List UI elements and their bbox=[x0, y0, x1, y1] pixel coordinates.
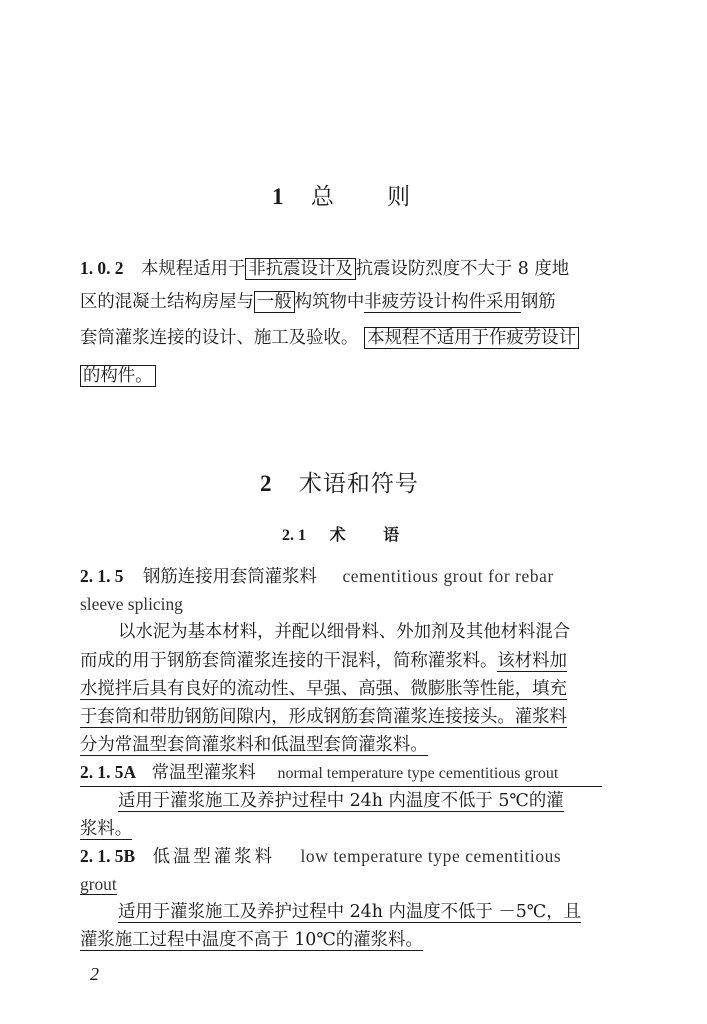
term-215-def-3 bbox=[80, 677, 567, 701]
section-number: 2. 1 bbox=[282, 527, 306, 544]
term-english: low temperature type cementitious bbox=[300, 846, 562, 866]
underlined-text: 该材料加 bbox=[497, 651, 567, 671]
term-215B-def-2 bbox=[80, 928, 423, 952]
term-215-line-2 bbox=[80, 592, 183, 616]
term-215-def-1 bbox=[118, 620, 570, 644]
clause-text: 构筑物中 bbox=[294, 292, 365, 312]
term-215-def-4 bbox=[80, 705, 567, 729]
clause-102-line-1 bbox=[80, 256, 569, 281]
chapter-2-heading bbox=[260, 465, 419, 498]
definition-text: 以水泥为基本材料，并配以细骨料、外加剂及其他材料混合 bbox=[118, 622, 571, 642]
clause-text: 钢筋 bbox=[520, 292, 556, 312]
clause-102-line-2 bbox=[80, 290, 556, 314]
term-chinese: 钢筋连接用套筒灌浆料 bbox=[143, 567, 317, 587]
underlined-text: 适用于灌浆施工及养护过程中 24h 内温度不低于 －5℃，且 bbox=[118, 902, 582, 922]
term-215-def-2 bbox=[80, 649, 567, 673]
term-215A-def-2 bbox=[80, 817, 132, 841]
underlined-term-heading bbox=[80, 760, 602, 787]
chapter-1-heading bbox=[272, 178, 411, 211]
term-number: 2. 1. 5 bbox=[80, 566, 124, 586]
term-english: sleeve splicing bbox=[80, 594, 183, 614]
term-number: 2. 1. 5A bbox=[80, 762, 137, 782]
term-english: cementitious grout for rebar bbox=[342, 566, 554, 586]
clause-102-line-3 bbox=[80, 326, 579, 350]
definition-text: 而成的用于钢筋套筒灌浆连接的干混料，简称灌浆料。 bbox=[80, 651, 498, 671]
term-english: normal temperature type cementitious grout bbox=[277, 765, 559, 782]
section-title-char: 语 bbox=[383, 525, 400, 544]
chapter-number: 1 bbox=[272, 184, 285, 209]
underlined-text: 灌浆施工过程中温度不高于 10℃的灌浆料。 bbox=[80, 930, 423, 950]
term-number: 2. 1. 5B bbox=[80, 846, 136, 866]
chapter-title-char: 总 bbox=[310, 184, 335, 210]
underlined-text: 非疲劳设计构件采用 bbox=[364, 292, 521, 312]
underlined-text: 分为常温型套筒灌浆料和低温型套筒灌浆料。 bbox=[80, 735, 428, 755]
section-title-char: 术 bbox=[329, 525, 346, 544]
revision-box: 一般 bbox=[254, 291, 295, 313]
term-215-def-5 bbox=[80, 733, 428, 757]
term-215-line-1 bbox=[80, 564, 554, 589]
revision-box: 非抗震设计及 bbox=[245, 258, 355, 280]
chapter-number: 2 bbox=[260, 471, 273, 496]
revision-box: 本规程不适用于作疲劳设计 bbox=[364, 327, 579, 349]
term-chinese: 低温型灌浆料 bbox=[152, 847, 275, 867]
clause-102-line-4 bbox=[80, 364, 156, 388]
term-chinese: 常温型灌浆料 bbox=[151, 763, 256, 783]
term-215A-line-1 bbox=[80, 760, 602, 787]
term-215B-line-2 bbox=[80, 872, 117, 896]
term-215A-def-1 bbox=[118, 789, 564, 813]
underlined-text: 浆料。 bbox=[80, 819, 133, 839]
underlined-text: grout bbox=[80, 874, 117, 894]
revision-box: 的构件。 bbox=[80, 365, 156, 387]
clause-text: 本规程适用于 bbox=[141, 259, 246, 279]
clause-text: 区的混凝土结构房屋与 bbox=[80, 292, 254, 312]
clause-number: 1. 0. 2 bbox=[80, 258, 124, 278]
clause-text: 抗震设防烈度不大于 8 度地 bbox=[355, 259, 570, 279]
section-2-1-heading bbox=[282, 522, 399, 545]
term-215B-def-1 bbox=[118, 900, 581, 924]
underlined-text: 水搅拌后具有良好的流动性、早强、高强、微膨胀等性能，填充 bbox=[80, 679, 567, 699]
chapter-title-char: 则 bbox=[387, 184, 412, 210]
underlined-text: 适用于灌浆施工及养护过程中 24h 内温度不低于 5℃的灌 bbox=[118, 791, 564, 811]
underlined-text: 于套筒和带肋钢筋间隙内，形成钢筋套筒灌浆连接接头。灌浆料 bbox=[80, 707, 567, 727]
chapter-title: 术语和符号 bbox=[298, 471, 419, 497]
term-215B-line-1 bbox=[80, 844, 561, 869]
clause-text: 套筒灌浆连接的设计、施工及验收。 bbox=[80, 328, 359, 348]
page-number: 2 bbox=[90, 964, 99, 984]
